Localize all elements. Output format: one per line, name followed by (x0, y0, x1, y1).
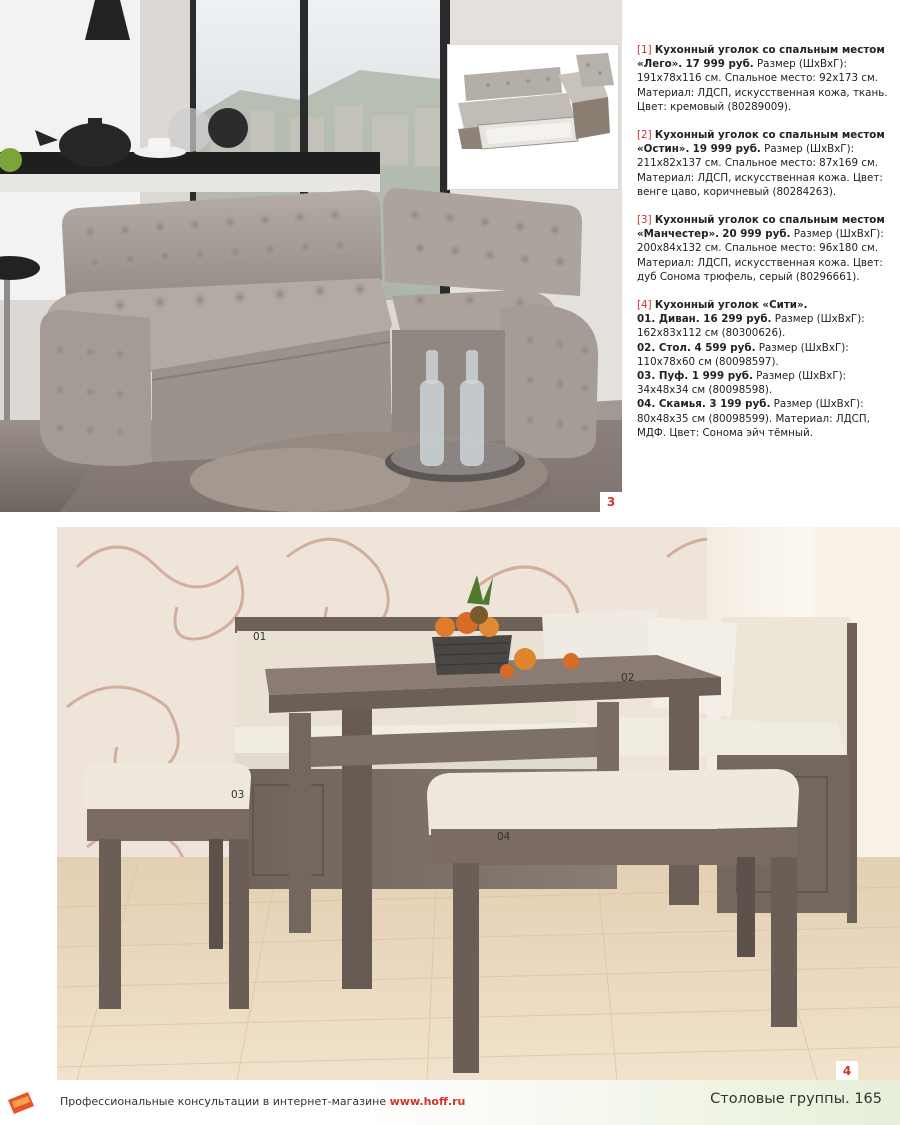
product-ostin (637, 128, 895, 199)
city-item-text: Размер (ШхВхГ): 162х83х112 см (80300626). (637, 313, 865, 340)
product-description: Размер (ШхВхГ): 200х84х132 см. Спальное место: 96х180 см. Материал: ЛДСП, искусственная кожа. Цвет: дуб Сонома трюфель, серый (80296661). (637, 228, 884, 283)
fold-out-inset (447, 44, 619, 190)
city-item-label: 03. Пуф. 1 999 руб. (637, 370, 753, 383)
product-description: Размер (ШхВхГ): 211х82х137 см. Спальное место: 87х169 см. Материал: ЛДСП, искусственная кожа. Цвет: венге цаво, коричневый (80284263). (637, 143, 883, 198)
city-item-sofa (637, 312, 895, 340)
label-part-03: 03 (231, 789, 245, 801)
city-item-bench (637, 397, 895, 440)
city-item-label: 02. Стол. 4 599 руб. (637, 341, 756, 354)
product-city (637, 298, 895, 440)
city-item-label: 01. Диван. 16 299 руб. (637, 313, 772, 326)
city-item-text: Размер (ШхВхГ): 110х78х60 см (80098597). (637, 341, 849, 368)
footer-tagline-text: Профессиональные консультации в интернет-магазине (60, 1095, 387, 1108)
product-title: Кухонный уголок со спальным местом «Лего». (637, 44, 885, 71)
photo-number-3: 3 (600, 492, 622, 512)
fold-out-sofa-illustration (448, 45, 619, 155)
product-price: 19 999 руб. (692, 143, 761, 156)
city-scene (57, 527, 900, 1080)
footer-tagline (60, 1095, 465, 1108)
photo-city-corner (57, 527, 900, 1080)
footer-section (710, 1091, 882, 1107)
footer-section-title: Столовые группы. (710, 1091, 850, 1107)
product-title: Кухонный уголок со спальным местом «Манчестер». (637, 214, 885, 241)
footer-site-link[interactable]: www.hoff.ru (389, 1095, 466, 1108)
label-part-01: 01 (253, 631, 267, 643)
product-lego (637, 43, 895, 114)
product-index: [1] (637, 44, 652, 56)
product-index: [3] (637, 214, 652, 227)
product-description: Размер (ШхВхГ): 191х78х116 см. Спальное место: 92х173 см. Материал: ЛДСП, искусственная кожа, ткань. Цвет: кремовый (80289009). (637, 58, 888, 113)
product-manchester (637, 213, 895, 284)
city-item-pouf (637, 369, 895, 397)
photo-manchester-corner (0, 0, 622, 512)
product-index: [4] (637, 299, 652, 312)
label-part-02: 02 (621, 672, 635, 684)
city-item-text: Размер (ШхВхГ): 34х48х34 см (80098598). (637, 370, 847, 397)
page-number: 165 (854, 1091, 882, 1107)
product-title: Кухонный уголок со спальным местом «Остин». (637, 129, 885, 156)
product-index: [2] (637, 129, 652, 142)
label-part-04: 04 (497, 831, 511, 843)
city-item-text: Размер (ШхВхГ): 80х48х35 см (80098599). Материал: ЛДСП, МДФ. Цвет: Сонома эйч тёмный. (637, 398, 870, 439)
city-item-table (637, 341, 895, 369)
city-item-label: 04. Скамья. 3 199 руб. (637, 398, 771, 411)
photo-number-4: 4 (836, 1061, 858, 1080)
hoff-logo-icon (6, 1088, 36, 1118)
product-title: Кухонный уголок «Сити». (654, 299, 808, 312)
page-footer (0, 1080, 900, 1125)
product-price: 20 999 руб. (722, 228, 791, 241)
product-descriptions (637, 43, 895, 454)
product-price: 17 999 руб. (685, 58, 754, 71)
